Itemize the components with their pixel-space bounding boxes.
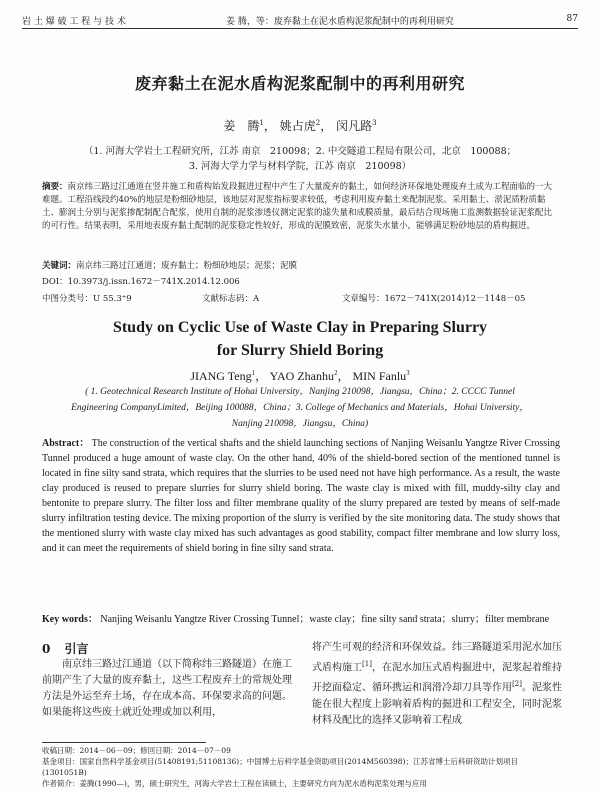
footnote-fund: 基金项目：国家自然科学基金项目(51408191;51108136)；中国博士后科学基金资助项目(2014M560398)；江苏省博士后科研资助计划项目(1301051B) <box>42 757 518 777</box>
english-keywords <box>42 612 560 627</box>
chinese-keywords <box>42 260 560 273</box>
chinese-affiliation-line-1: （1. 河海大学岩土工程研究所，江苏 南京 210098；2. 中交隧道工程局有限公司，北京 100088； <box>83 146 517 157</box>
author-3-cn: 闵凡路 <box>336 119 373 133</box>
author-2-en: YAO Zhanhu <box>269 369 334 383</box>
chinese-affiliation-line-2: 3. 河海大学力学与材料学院，江苏 南京 210098） <box>188 161 412 172</box>
page-header <box>22 12 578 29</box>
english-affiliations: ( 1. Geotechnical Research Institute of Hohai University，Nanjing 210098，Jiangsu，China；2. CCCC Tunnel Engineering CompanyLimited，Beijing 100088，China；3. College of Mechanics and Materials，Hohai University，Nanjing 210098，Jiangsu，China) <box>71 387 529 429</box>
abstract-text-cn: 南京纬三路过江通道在竖井施工和盾构始发段掘进过程中产生了大量废弃的黏土，如何经济环保地处理废弃土成为工程面临的一大难题。工程沿线段约40%的地层是粉细砂地层，该地层对泥浆指标要求较低，考虑利用废弃黏土来配制泥浆。采用黏土、淤泥质粉质黏土、膨润土分别与泥浆掺配制配合配浆，使用自制的泥浆渗透仪测定泥浆的滤失量和成膜质量，最后结合现场施工监测数据验证泥浆配比的可行性。结果表明，采用地表废弃黏土配制的泥浆稳定性较好，形成的泥膜致密，泥浆失水量小，能够满足粉砂地层的盾构掘进。 <box>42 182 553 231</box>
document-code: 文献标志码：A <box>202 294 260 304</box>
author-1-cn: 姜 腾 <box>223 119 260 133</box>
section-title: 引言 <box>64 642 89 656</box>
journal-name: 岩 土 爆 破 工 程 与 技 术 <box>22 17 126 27</box>
english-abstract <box>42 436 560 556</box>
keywords-label-en: Key words： <box>42 614 98 625</box>
doi: DOI：10.3973/j.issn.1672－741X.2014.12.006 <box>42 277 240 287</box>
body-text-left-column: 南京纬三路过江通道（以下简称纬三路隧道）在施工前期产生了大量的废弃黏土，这些工程废弃土的常规处理方法是外运至弃土场，存在成本高、环保要求高的问题。如果能将这些废土就近处理或加以利用， <box>42 659 292 718</box>
running-title: 姜 腾，等：废弃黏土在泥水盾构泥浆配制中的再利用研究 <box>226 17 454 27</box>
abstract-label-en: Abstract： <box>42 438 90 449</box>
section-number: 0 <box>42 642 51 656</box>
author-2-cn: 姚占虎 <box>279 119 316 133</box>
english-authors: JIANG Teng$^1$， YAO Zhanhu$^2$， MIN Fanlu$^3$ <box>190 369 410 383</box>
english-title-line-1: Study on Cyclic Use of Waste Clay in Preparing Slurry <box>112 319 488 336</box>
keywords-text-en: Nanjing Weisanlu Yangtze River Crossing Tunnel；waste clay；fine silty sand strata；slurry；filter membrane <box>100 614 550 625</box>
chinese-authors: 姜 腾$^1$， 姚占虎$^2$， 闵凡路$^3$ <box>223 119 377 133</box>
chinese-title: 废弃黏土在泥水盾构泥浆配制中的再利用研究 <box>134 74 465 93</box>
footnote-received: 收稿日期：2014－06－09；修回日期：2014－07－09 <box>42 746 231 755</box>
abstract-label-cn: 摘要： <box>42 182 68 192</box>
author-3-en: MIN Fanlu <box>352 369 407 383</box>
footnote-author: 作者简介：姜腾(1990—)，男，硕士研究生，河海大学岩土工程在读硕士，主要研究方向为泥水盾构泥浆处理与应用 <box>42 779 427 788</box>
page-number: 87 <box>566 14 578 24</box>
english-title-line-2: for Slurry Shield Boring <box>216 342 384 359</box>
footnote-divider <box>42 742 206 743</box>
clc-number: 中图分类号：U 55.3⁺9 <box>42 294 132 304</box>
article-id: 文章编号：1672－741X(2014)12－1148－05 <box>342 294 526 304</box>
body-text-right-column: 将产生可观的经济和环保效益。纬三路隧道采用泥水加压式盾构施工[1]，在泥水加压式盾构掘进中，泥浆起着维持开挖面稳定、循环携运和润滑冷却刀具等作用[2]。泥浆性能在很大程度上影响着盾构的掘进和工程安全，同时泥浆材料及配比的选择又影响着工程成 <box>312 642 563 726</box>
author-1-en: JIANG Teng <box>190 369 252 383</box>
classification-line <box>42 292 560 305</box>
keywords-label-cn: 关键词： <box>42 261 77 271</box>
chinese-abstract <box>42 181 560 233</box>
section-heading-introduction <box>42 640 89 657</box>
citation-ref[interactable]: [2] <box>512 680 522 689</box>
citation-ref[interactable]: [1] <box>362 660 372 668</box>
keywords-text-cn: 南京纬三路过江通道；废弃黏土；粉细砂地层；泥浆；泥膜 <box>76 261 298 271</box>
abstract-text-en: The construction of the vertical shafts and the shield launching sections of Nanjing Weisanlu Yangtze River Crossing Tunnel produced a huge amount of waste clay. On the other hand, 40% of the shield-bored section of the mentioned tunnel is located in fine silty sand strata, which requires that the slurries to be used need not have high performance. As a result, the waste clay produced is reused to prepare slurries for slurry shield boring. The waste clay is mixed with fill, muddy-silty clay and bentonite to prepare slurry. The filter loss and filter membrane quality of the slurry prepared are tested by means of self-made slurry infiltration testing device. The mixing proportion of the slurry is verified by the site monitoring data. The study shows that the mentioned slurry with waste clay mixed has such advantages as good stability, compact filter membrane and low slurry loss, and it can meet the requirements of shield boring in fine silty sand strata. <box>42 438 560 554</box>
